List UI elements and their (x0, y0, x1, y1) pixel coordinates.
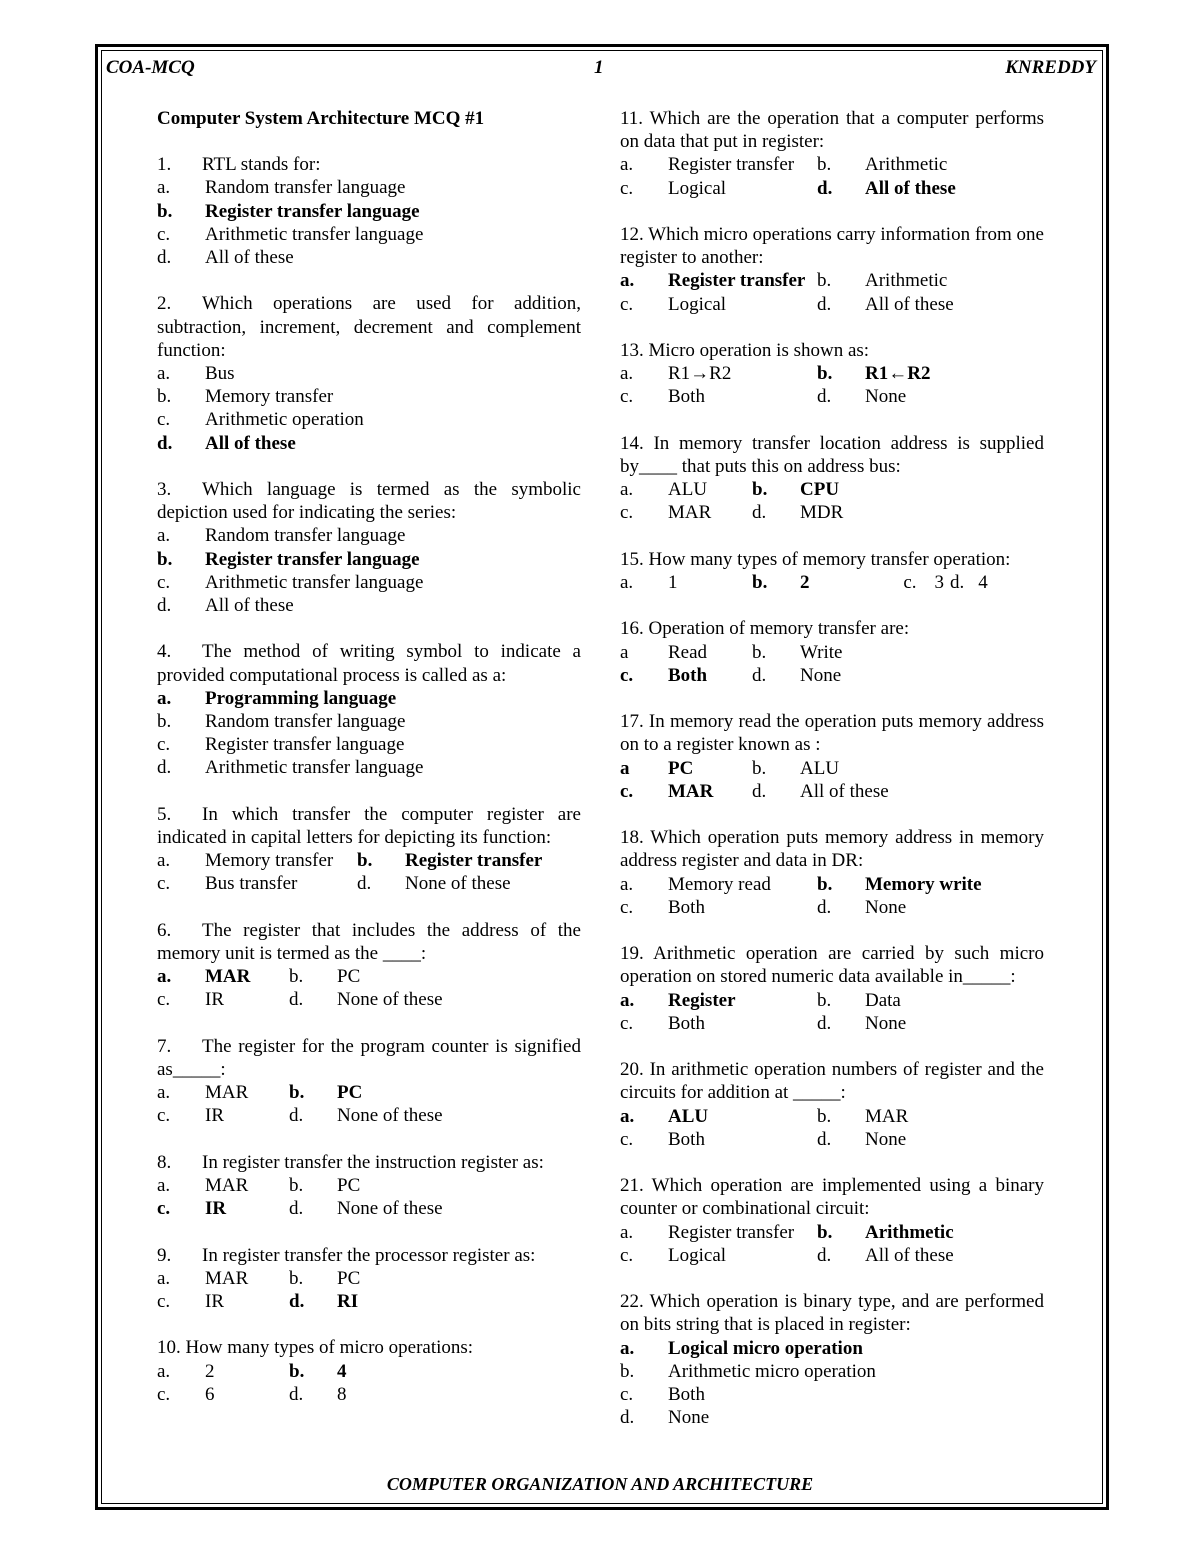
option-d-answer: d. All of these (817, 177, 956, 199)
option-a: a. MAR (157, 1082, 249, 1104)
option-c: c. Logical (620, 1244, 727, 1266)
question-16 (620, 617, 1044, 687)
option-d: d. 4 (950, 572, 988, 593)
options-row-ab (620, 478, 1044, 501)
options-row-ab (157, 1360, 581, 1383)
question-text: In which transfer the computer register are indicated in capital letters for depicting its function: (157, 803, 581, 849)
option-d: d. All of these (157, 247, 294, 269)
option-c: c. Both (620, 386, 705, 408)
question-number: 9. (157, 1244, 172, 1266)
question-stem: 10. How many types of micro operations: (157, 1337, 474, 1359)
page-number: 1 (594, 57, 604, 78)
question-stem: 19. Arithmetic operation are carried by such micro operation on stored numeric data available in_____: (620, 943, 1044, 988)
option-d: d. None (817, 1128, 907, 1150)
option-c: c. Arithmetic transfer language (157, 571, 424, 593)
option-d: d. All of these (157, 595, 294, 617)
right-column (620, 107, 1044, 1453)
option-d: d. None of these (289, 1198, 443, 1220)
question-stem (157, 640, 581, 686)
question-stem (157, 1244, 581, 1267)
question-stem: 12. Which micro operations carry information from one register to another: (620, 224, 1044, 269)
option-a: a. Register transfer (620, 1221, 795, 1243)
option-b-answer: b. CPU (752, 479, 840, 501)
question-number: 2. (157, 293, 172, 315)
options-row-cd (620, 1012, 1044, 1035)
option-b: b. ALU (752, 757, 840, 779)
question-7 (157, 1035, 581, 1128)
option-c: c. Both (620, 1128, 705, 1150)
option-a: a Read (620, 641, 708, 663)
option-b: b. PC (289, 966, 361, 988)
question-text: Which operations are used for addition, subtraction, increment, decrement and complement function: (157, 293, 581, 361)
option-b-answer: b. Register transfer language (157, 200, 420, 222)
options-row-cd (620, 1128, 1044, 1151)
question-stem: 14. In memory transfer location address is supplied by____ that puts this on address bus: (620, 432, 1044, 477)
options-row-ab (620, 1105, 1044, 1128)
page-footer: COMPUTER ORGANIZATION AND ARCHITECTURE (386, 1474, 814, 1494)
option-c-answer: c. MAR (620, 780, 714, 802)
option-c: c. MAR (620, 502, 712, 524)
question-number: 3. (157, 479, 172, 501)
question-number: 5. (157, 803, 172, 825)
question-15 (620, 548, 1044, 594)
option-a: a. Random transfer language (157, 525, 406, 547)
option-b-answer: b. Arithmetic (817, 1221, 954, 1243)
option-a-answer: a. MAR (157, 966, 251, 988)
options-row-cd (620, 896, 1044, 919)
question-stem: 16. Operation of memory transfer are: (620, 618, 910, 640)
options-row-ab (620, 757, 1044, 780)
option-d: d. None (817, 896, 907, 918)
question-stem (157, 1151, 581, 1174)
option-c: c. 3 (903, 572, 944, 593)
option-d: d. None (817, 386, 907, 408)
options-row-ab (620, 362, 1044, 385)
option-d: d. All of these (817, 1244, 954, 1266)
question-text: The register that includes the address of the memory unit is termed as the ____: (157, 919, 581, 965)
option-a-answer: a. Register (620, 989, 736, 1011)
question-number: 8. (157, 1151, 172, 1173)
option-b-answer: b. 4 (289, 1360, 347, 1382)
question-stem (157, 153, 581, 176)
options-row-cd (157, 1104, 581, 1127)
option-c: c. IR (157, 989, 224, 1011)
option-c: c. Both (620, 1012, 705, 1034)
option-b-answer: b. Register transfer language (157, 548, 420, 570)
options-row-ab (620, 269, 1044, 292)
options-row-ab (157, 1081, 581, 1104)
question-text: In register transfer the processor register as: (202, 1244, 536, 1266)
document-title: Computer System Architecture MCQ #1 (157, 108, 485, 129)
option-a: a. Register transfer (620, 154, 795, 176)
option-b: b. PC (289, 1175, 361, 1197)
question-stem: 13. Micro operation is shown as: (620, 340, 870, 361)
left-column (157, 107, 581, 1429)
option-c: c. Register transfer language (157, 734, 405, 756)
option-d: d. None of these (357, 873, 511, 895)
options-row-cd (157, 1197, 581, 1220)
options-row-ab (620, 153, 1044, 176)
question-number: 1. (157, 154, 172, 176)
question-12 (620, 223, 1044, 316)
option-b-answer: b. R1←R2 (817, 363, 931, 385)
options-row (620, 571, 1044, 594)
option-a: a. Bus (157, 363, 235, 385)
option-c: c. Arithmetic transfer language (157, 223, 424, 245)
option-b: b. Write (752, 641, 843, 663)
options-row-cd (620, 385, 1044, 408)
option-c-answer: c. IR (157, 1198, 227, 1220)
question-1 (157, 153, 581, 269)
option-b: b. Data (817, 989, 901, 1011)
question-19 (620, 942, 1044, 1035)
options-row-ab (157, 965, 581, 988)
options-row-cd (157, 988, 581, 1011)
option-b-answer: b. Memory write (817, 873, 982, 895)
option-d: d. Arithmetic transfer language (157, 757, 424, 779)
option-d: d. All of these (817, 293, 954, 315)
question-20 (620, 1058, 1044, 1151)
option-a: a. Memory transfer (157, 850, 334, 872)
options-row-cd (620, 501, 1044, 524)
option-b: b. Arithmetic micro operation (620, 1360, 876, 1382)
question-text: The method of writing symbol to indicate a provided computational process is called as a: (157, 641, 581, 686)
option-a-answer: a. Register transfer (620, 270, 806, 292)
options-row-cd (620, 1244, 1044, 1267)
options-row-ab (157, 1174, 581, 1197)
question-2 (157, 292, 581, 454)
option-b: b. Memory transfer (157, 386, 334, 408)
options-row-ab (620, 1221, 1044, 1244)
option-a: a. Memory read (620, 873, 771, 895)
option-d: d. None (752, 664, 842, 686)
option-a: a. 2 (157, 1360, 215, 1382)
question-stem (157, 1035, 581, 1081)
option-a-answer: a. ALU (620, 1105, 709, 1127)
question-11 (620, 107, 1044, 200)
option-b: b. Arithmetic (817, 154, 948, 176)
question-stem: 21. Which operation are implemented using a binary counter or combinational circuit: (620, 1175, 1044, 1220)
option-a-answer: a. Programming language (157, 687, 397, 709)
option-a: a. Random transfer language (157, 177, 406, 199)
question-stem (157, 292, 581, 362)
option-d: d. None of these (289, 1105, 443, 1127)
option-c: c. Logical (620, 293, 727, 315)
option-a: a. 1 (620, 572, 678, 593)
option-b-answer: b. Register transfer (357, 850, 543, 872)
option-c: c. 6 (157, 1383, 215, 1405)
question-stem: 22. Which operation is binary type, and are performed on bits string that is placed in register: (620, 1291, 1044, 1336)
question-5 (157, 803, 581, 896)
option-a-answer: a. Logical micro operation (620, 1337, 863, 1359)
question-stem: 11. Which are the operation that a computer performs on data that put in register: (620, 108, 1044, 153)
option-c: c. Logical (620, 177, 727, 199)
question-text: RTL stands for: (202, 154, 321, 176)
option-d: d. 8 (289, 1383, 347, 1405)
options-row-ab (157, 849, 581, 872)
option-b: b. MAR (817, 1105, 909, 1127)
option-d: d. All of these (752, 780, 889, 802)
option-b: b. PC (289, 1267, 361, 1289)
question-number: 4. (157, 641, 172, 663)
question-text: Which language is termed as the symbolic depiction used for indicating the series: (157, 479, 581, 524)
option-d-answer: d. RI (289, 1291, 359, 1313)
option-d-answer: d. All of these (157, 432, 296, 454)
option-d: d. None (817, 1012, 907, 1034)
option-a: a. MAR (157, 1175, 249, 1197)
option-a: a. ALU (620, 479, 708, 501)
header-right: KNREDDY (1005, 57, 1096, 78)
question-22 (620, 1290, 1044, 1429)
options-row-cd (620, 177, 1044, 200)
option-c: c. Both (620, 1384, 705, 1405)
question-stem: 17. In memory read the operation puts memory address on to a register known as : (620, 711, 1044, 756)
question-10 (157, 1336, 581, 1406)
options-row-ab (157, 1267, 581, 1290)
option-a: a. R1→R2 (620, 363, 732, 385)
option-c: c. Arithmetic operation (157, 409, 364, 431)
option-b-answer: b. PC (289, 1082, 363, 1104)
question-18 (620, 826, 1044, 919)
question-4 (157, 640, 581, 779)
option-c: c. Bus transfer (157, 873, 298, 895)
options-row-ab (620, 873, 1044, 896)
option-c-answer: c. Both (620, 664, 708, 686)
option-c: c. IR (157, 1291, 224, 1313)
question-stem (157, 919, 581, 965)
question-17 (620, 710, 1044, 803)
question-6 (157, 919, 581, 1012)
option-d: d. None (620, 1407, 710, 1429)
question-stem: 15. How many types of memory transfer operation: (620, 548, 1011, 570)
question-21 (620, 1174, 1044, 1267)
options-row-cd (620, 664, 1044, 687)
question-text: The register for the program counter is signified as_____: (157, 1035, 581, 1081)
option-d: d. None of these (289, 989, 443, 1011)
option-d: d. MDR (752, 502, 844, 524)
option-c: c. Both (620, 896, 705, 918)
option-b: b. Arithmetic (817, 270, 948, 292)
options-row-ab (620, 989, 1044, 1012)
options-row-ab (620, 641, 1044, 664)
option-c: c. IR (157, 1105, 224, 1127)
question-stem: 20. In arithmetic operation numbers of register and the circuits for addition at _____: (620, 1059, 1044, 1104)
question-13 (620, 339, 1044, 409)
question-stem: 18. Which operation puts memory address in memory address register and data in DR: (620, 827, 1044, 872)
question-number: 7. (157, 1035, 172, 1057)
options-row-cd (620, 293, 1044, 316)
option-a: a. MAR (157, 1267, 249, 1289)
question-stem (157, 478, 581, 524)
options-row-cd (157, 1383, 581, 1406)
question-3 (157, 478, 581, 617)
question-number: 6. (157, 919, 172, 941)
question-8 (157, 1151, 581, 1221)
question-9 (157, 1244, 581, 1314)
options-row-cd (157, 1290, 581, 1313)
header-left: COA-MCQ (106, 57, 195, 78)
option-b: b. Random transfer language (157, 711, 406, 733)
question-stem (157, 803, 581, 849)
options-row-cd (620, 780, 1044, 803)
options-row-cd (157, 872, 581, 895)
option-a: a PC (620, 757, 694, 779)
question-text: In register transfer the instruction register as: (202, 1151, 544, 1173)
question-14 (620, 432, 1044, 525)
option-b-answer: b. 2 (752, 572, 810, 593)
